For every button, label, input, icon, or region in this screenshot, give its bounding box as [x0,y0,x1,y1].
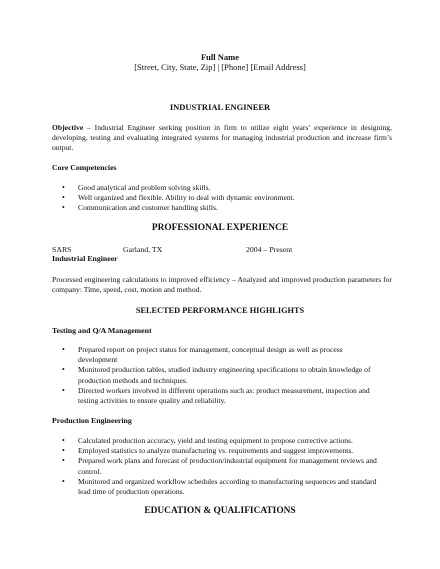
experience-summary: Processed engineering calculations to improved efficiency – Analyzed and improved production parameters for company: Time, speed, cost, motion and method. [52,275,392,294]
core-competencies-heading: Core Competencies [52,163,117,172]
testing-qa-list [62,345,382,406]
employer-name: SARS [52,245,72,254]
objective-paragraph [52,123,392,152]
employer-location: Garland, TX [123,245,163,254]
education-heading: EDUCATION & QUALIFICATIONS [144,506,296,516]
list-item: • Calculated production accuracy, yield and testing equipment to propose corrective actions. [62,436,382,446]
highlights-heading: SELECTED PERFORMANCE HIGHLIGHTS [135,306,305,315]
job-role: Industrial Engineer [52,254,118,263]
production-engineering-list [62,436,382,497]
job-title: INDUSTRIAL ENGINEER [169,102,271,112]
list-item: • Good analytical and problem solving skills. [62,183,382,193]
list-item: • Well organized and flexible. Ability to deal with dynamic environment. [62,193,382,203]
list-item: • Prepared work plans and forecast of production/industrial equipment for management reviews and control. [62,456,382,476]
list-item: • Employed statistics to analyze manufacturing vs. requirements and suggest improvements. [62,446,382,456]
full-name: Full Name [200,52,239,62]
list-item: • Prepared report on project status for management, conceptual design as well as process development [62,345,382,365]
testing-qa-heading: Testing and Q/A Management [52,326,152,335]
professional-experience-heading: PROFESSIONAL EXPERIENCE [151,223,289,233]
employment-dates: 2004 – Present [246,245,293,254]
list-item: • Directed workers involved in different operations such as: product measurement, inspection and testing activities to ensure quality and reliability. [62,386,382,406]
objective-label: Objective [52,123,84,132]
list-item: • Monitored production tables, studied industry engineering specifications to obtain knowledge of production methods and techniques. [62,365,382,385]
contact-line: [Street, City, State, Zip] | [Phone] [Email Address] [134,62,306,72]
production-engineering-heading: Production Engineering [52,416,132,425]
list-item: • Monitored and organized workflow schedules according to manufacturing sequences and standard lead time of production operations. [62,477,382,497]
list-item: • Communication and customer handling skills. [62,203,382,213]
core-competencies-list [62,183,382,214]
objective-text: – Industrial Engineer seeking position in firm to utilize eight years’ experience in designing, developing, testing and evaluating integrated systems for managing industrial production and increase firm’s output. [52,123,392,152]
